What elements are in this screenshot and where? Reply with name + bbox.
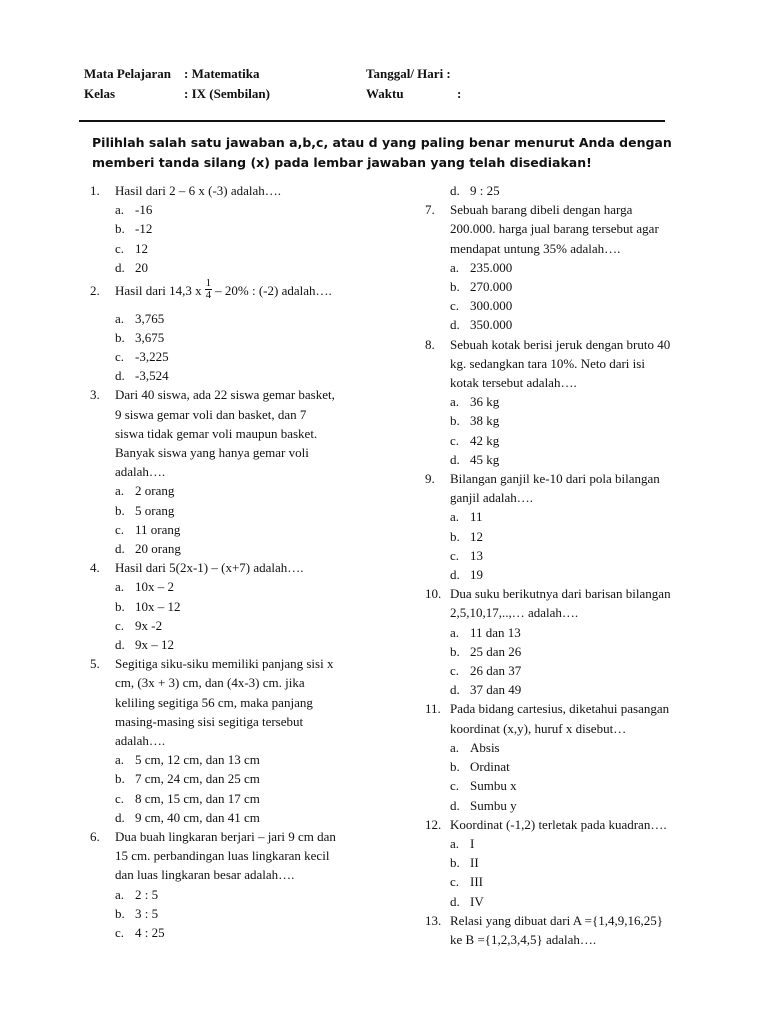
option-text: 38 kg [470,413,500,429]
option-text: 13 [470,547,483,563]
option-key: b. [115,771,125,787]
option-b [90,219,390,238]
question-text-line [115,276,390,301]
question-number: 7. [425,202,435,218]
question-number: 1. [90,183,100,198]
option-text: 12 [135,240,148,256]
option-key: d. [115,368,125,384]
option-key: c. [450,547,460,563]
option-c [425,431,725,450]
option-key: a. [115,202,125,218]
option-c [90,239,390,258]
option-a [425,623,725,642]
option-key: c. [115,790,125,806]
option-key: c. [115,617,125,633]
option-key: b. [115,502,125,518]
option-key: b. [450,759,460,775]
question-text-line: kotak tersebut adalah…. [450,375,577,391]
fraction-numerator: 1 [205,276,212,289]
date-label: Tanggal/ Hari : [366,66,451,81]
option-text: 20 orang [135,540,181,556]
option-a [425,834,725,853]
question-text-line: adalah…. [115,733,166,748]
option-text: 36 kg [470,394,500,410]
option-key: b. [450,855,460,871]
question-text-line: Koordinat (-1,2) terletak pada kuadran…. [450,816,667,832]
header-row-subject [84,66,684,86]
question-number: 13. [425,912,442,928]
option-key: b. [450,413,460,429]
option-b [90,597,390,616]
option-key: d. [450,567,460,583]
option-c [90,347,390,366]
option-key: c. [450,663,460,679]
option-a [425,507,725,526]
option-key: a. [450,394,460,410]
question-text-line: ganjil adalah…. [450,490,534,506]
option-text: 8 cm, 15 cm, dan 17 cm [135,790,260,806]
option-text: 11 [470,509,483,525]
question-text-before: Hasil dari 14,3 x [115,283,202,299]
question-10 [425,584,725,622]
option-key: c. [115,925,125,941]
option-b [90,501,390,520]
option-text: 300.000 [470,298,513,314]
class-value: : IX (Sembilan) [184,86,270,101]
option-key: b. [450,279,460,295]
option-text: 235.000 [470,259,513,275]
column-right [425,181,725,949]
question-number: 11. [425,701,441,717]
exam-header [84,66,684,106]
question-text-line: masing-masing sisi segitiga tersebut [115,713,304,729]
option-text: -3,524 [135,368,169,384]
question-text-line: Dari 40 siswa, ada 22 siswa gemar basket, [115,387,335,403]
question-8 [425,335,725,393]
question-number: 9. [425,471,435,487]
option-key: d. [450,797,460,813]
option-d [90,635,390,654]
question-7 [425,200,725,258]
question-text-line: 200.000. harga jual barang tersebut agar [450,221,659,237]
option-text: 12 [470,528,483,544]
option-text: 25 dan 26 [470,643,522,659]
option-text: Ordinat [470,759,510,775]
question-text-line: 15 cm. perbandingan luas lingkaran kecil [115,848,330,864]
option-key: d. [115,540,125,556]
question-number: 6. [90,829,100,845]
option-key: c. [450,298,460,314]
option-a [90,481,390,500]
question-text-line: Dua suku berikutnya dari barisan bilangan [450,586,671,602]
question-text-line: Pada bidang cartesius, diketahui pasangan [450,701,670,717]
option-text: 45 kg [470,451,500,467]
option-text: 3,675 [135,329,165,345]
option-d [425,450,725,469]
option-key: d. [450,317,460,333]
option-c [425,872,725,891]
subject-label: Mata Pelajaran [84,66,172,81]
option-b [425,527,725,546]
option-a [90,309,390,328]
question-text-line: Hasil dari 2 – 6 x (-3) adalah…. [115,183,282,198]
option-key: c. [450,874,460,890]
option-key: a. [450,509,460,525]
question-text-line: Dua buah lingkaran berjari – jari 9 cm dan [115,829,336,845]
option-key: a. [450,835,460,851]
question-text-line: adalah…. [115,464,166,480]
option-text: 37 dan 49 [470,682,522,698]
question-2 [90,276,390,301]
question-text-line: 2,5,10,17,..,… adalah…. [450,605,579,621]
option-text: 11 orang [135,521,181,537]
question-text-line: ke B ={1,2,3,4,5} adalah…. [450,931,597,947]
option-text: Absis [470,739,500,755]
option-key: a. [115,310,125,326]
option-c [425,776,725,795]
option-key: b. [450,528,460,544]
option-b [90,904,390,923]
question-text-line: Hasil dari 5(2x-1) – (x+7) adalah…. [115,560,304,576]
option-d [425,892,725,911]
header-row-class [84,86,684,106]
question-number: 12. [425,816,442,832]
class-label: Kelas [84,86,116,101]
option-text: 3,765 [135,310,165,326]
option-key: b. [450,643,460,659]
option-c [90,616,390,635]
option-b [425,853,725,872]
question-text-line: koordinat (x,y), huruf x disebut… [450,720,627,736]
option-c [90,520,390,539]
question-text-line: mendapat untung 35% adalah…. [450,240,621,256]
option-key: d. [115,259,125,275]
option-text: -12 [135,221,153,237]
option-key: b. [115,905,125,921]
question-9 [425,469,725,507]
option-d [425,796,725,815]
question-text-line: cm, (3x + 3) cm, dan (4x-3) cm. jika [115,675,305,691]
option-a [90,200,390,219]
option-a [90,577,390,596]
question-number: 8. [425,336,435,352]
question-11 [425,699,725,737]
option-b [425,411,725,430]
option-key: a. [450,739,460,755]
question-number: 5. [90,656,100,672]
option-text: Sumbu x [470,778,517,794]
option-text: 9x – 12 [135,636,174,652]
option-d [425,181,725,200]
question-6 [90,827,390,885]
fraction [205,278,213,301]
option-text: 350.000 [470,317,513,333]
option-text: III [470,874,483,890]
option-key: a. [115,886,125,902]
option-key: a. [115,483,125,499]
option-key: b. [115,598,125,614]
option-text: 9 cm, 40 cm, dan 41 cm [135,809,260,825]
option-d [425,680,725,699]
option-text: Sumbu y [470,797,517,813]
option-key: c. [115,348,125,364]
option-d [90,258,390,277]
question-12 [425,815,725,834]
question-number: 4. [90,560,100,576]
question-number: 10. [425,586,442,602]
option-b [425,277,725,296]
instructions: Pilihlah salah satu jawaban a,b,c, atau d yang paling benar menurut Anda dengan memberi tanda silang (x) pada lembar jawaban yang telah disediakan! [92,135,672,170]
option-text: 9 : 25 [470,183,500,198]
option-text: 20 [135,259,148,275]
option-text: 9x -2 [135,617,163,633]
option-text: 26 dan 37 [470,663,522,679]
header-divider [79,120,665,122]
option-a [90,750,390,769]
option-text: 11 dan 13 [470,624,521,640]
option-text: 19 [470,567,483,583]
option-text: 5 orang [135,502,175,518]
option-key: b. [115,329,125,345]
option-key: a. [115,752,125,768]
option-c [425,296,725,315]
option-key: d. [115,636,125,652]
option-d [90,808,390,827]
fraction-denominator: 4 [205,288,212,301]
question-text-line: Sebuah barang dibeli dengan harga [450,202,633,218]
option-text: 10x – 2 [135,579,174,595]
option-text: 4 : 25 [135,925,165,941]
question-1 [90,181,390,200]
question-number: 2. [90,283,100,299]
question-text-after: – 20% : (-2) adalah…. [215,283,332,299]
option-a [425,738,725,757]
question-text-line: kg. sedangkan tara 10%. Neto dari isi [450,355,645,371]
option-text: IV [470,893,484,909]
option-text: 42 kg [470,432,500,448]
question-5 [90,654,390,750]
option-b [90,328,390,347]
question-3 [90,385,390,481]
time-colon: : [457,86,462,101]
column-left [90,181,390,942]
option-text: -3,225 [135,348,169,364]
option-key: c. [115,521,125,537]
option-c [90,923,390,942]
option-text: 270.000 [470,279,513,295]
option-a [90,885,390,904]
option-key: d. [450,451,460,467]
option-key: a. [115,579,125,595]
question-text-line: Sebuah kotak berisi jeruk dengan bruto 40 [450,336,671,352]
question-text-line: Bilangan ganjil ke-10 dari pola bilangan [450,471,660,487]
option-key: c. [450,432,460,448]
question-text-line: Segitiga siku-siku memiliki panjang sisi x [115,656,334,672]
question-text-line: dan luas lingkaran besar adalah…. [115,867,295,883]
option-b [425,642,725,661]
question-text-line: siswa tidak gemar voli maupun basket. [115,425,318,441]
option-key: d. [115,809,125,825]
option-d [90,539,390,558]
subject-value: : Matematika [184,66,260,81]
option-key: a. [450,624,460,640]
option-a [425,258,725,277]
option-text: 2 : 5 [135,886,159,902]
question-text-line: 9 siswa gemar voli dan basket, dan 7 [115,406,307,422]
option-d [425,315,725,334]
option-d [90,366,390,385]
question-text-line: Relasi yang dibuat dari A ={1,4,9,16,25} [450,912,663,928]
option-c [425,661,725,680]
option-text: 7 cm, 24 cm, dan 25 cm [135,771,260,787]
option-key: d. [450,893,460,909]
question-4 [90,558,390,577]
option-key: c. [450,778,460,794]
option-text: 5 cm, 12 cm, dan 13 cm [135,752,260,768]
option-text: 3 : 5 [135,905,159,921]
option-key: c. [115,240,125,256]
option-text: I [470,835,475,851]
question-number: 3. [90,387,100,403]
option-key: a. [450,259,460,275]
option-b [90,769,390,788]
option-c [425,546,725,565]
question-text-line: keliling segitiga 56 cm, maka panjang [115,694,313,710]
question-text-line: Banyak siswa yang hanya gemar voli [115,444,309,460]
option-c [90,789,390,808]
option-d [425,565,725,584]
option-text: -16 [135,202,153,218]
time-label: Waktu [366,86,404,101]
option-b [425,757,725,776]
option-text: 2 orang [135,483,175,499]
option-key: d. [450,183,460,198]
question-13 [425,911,725,949]
option-key: b. [115,221,125,237]
option-text: II [470,855,479,871]
option-text: 10x – 12 [135,598,181,614]
option-key: d. [450,682,460,698]
option-a [425,392,725,411]
